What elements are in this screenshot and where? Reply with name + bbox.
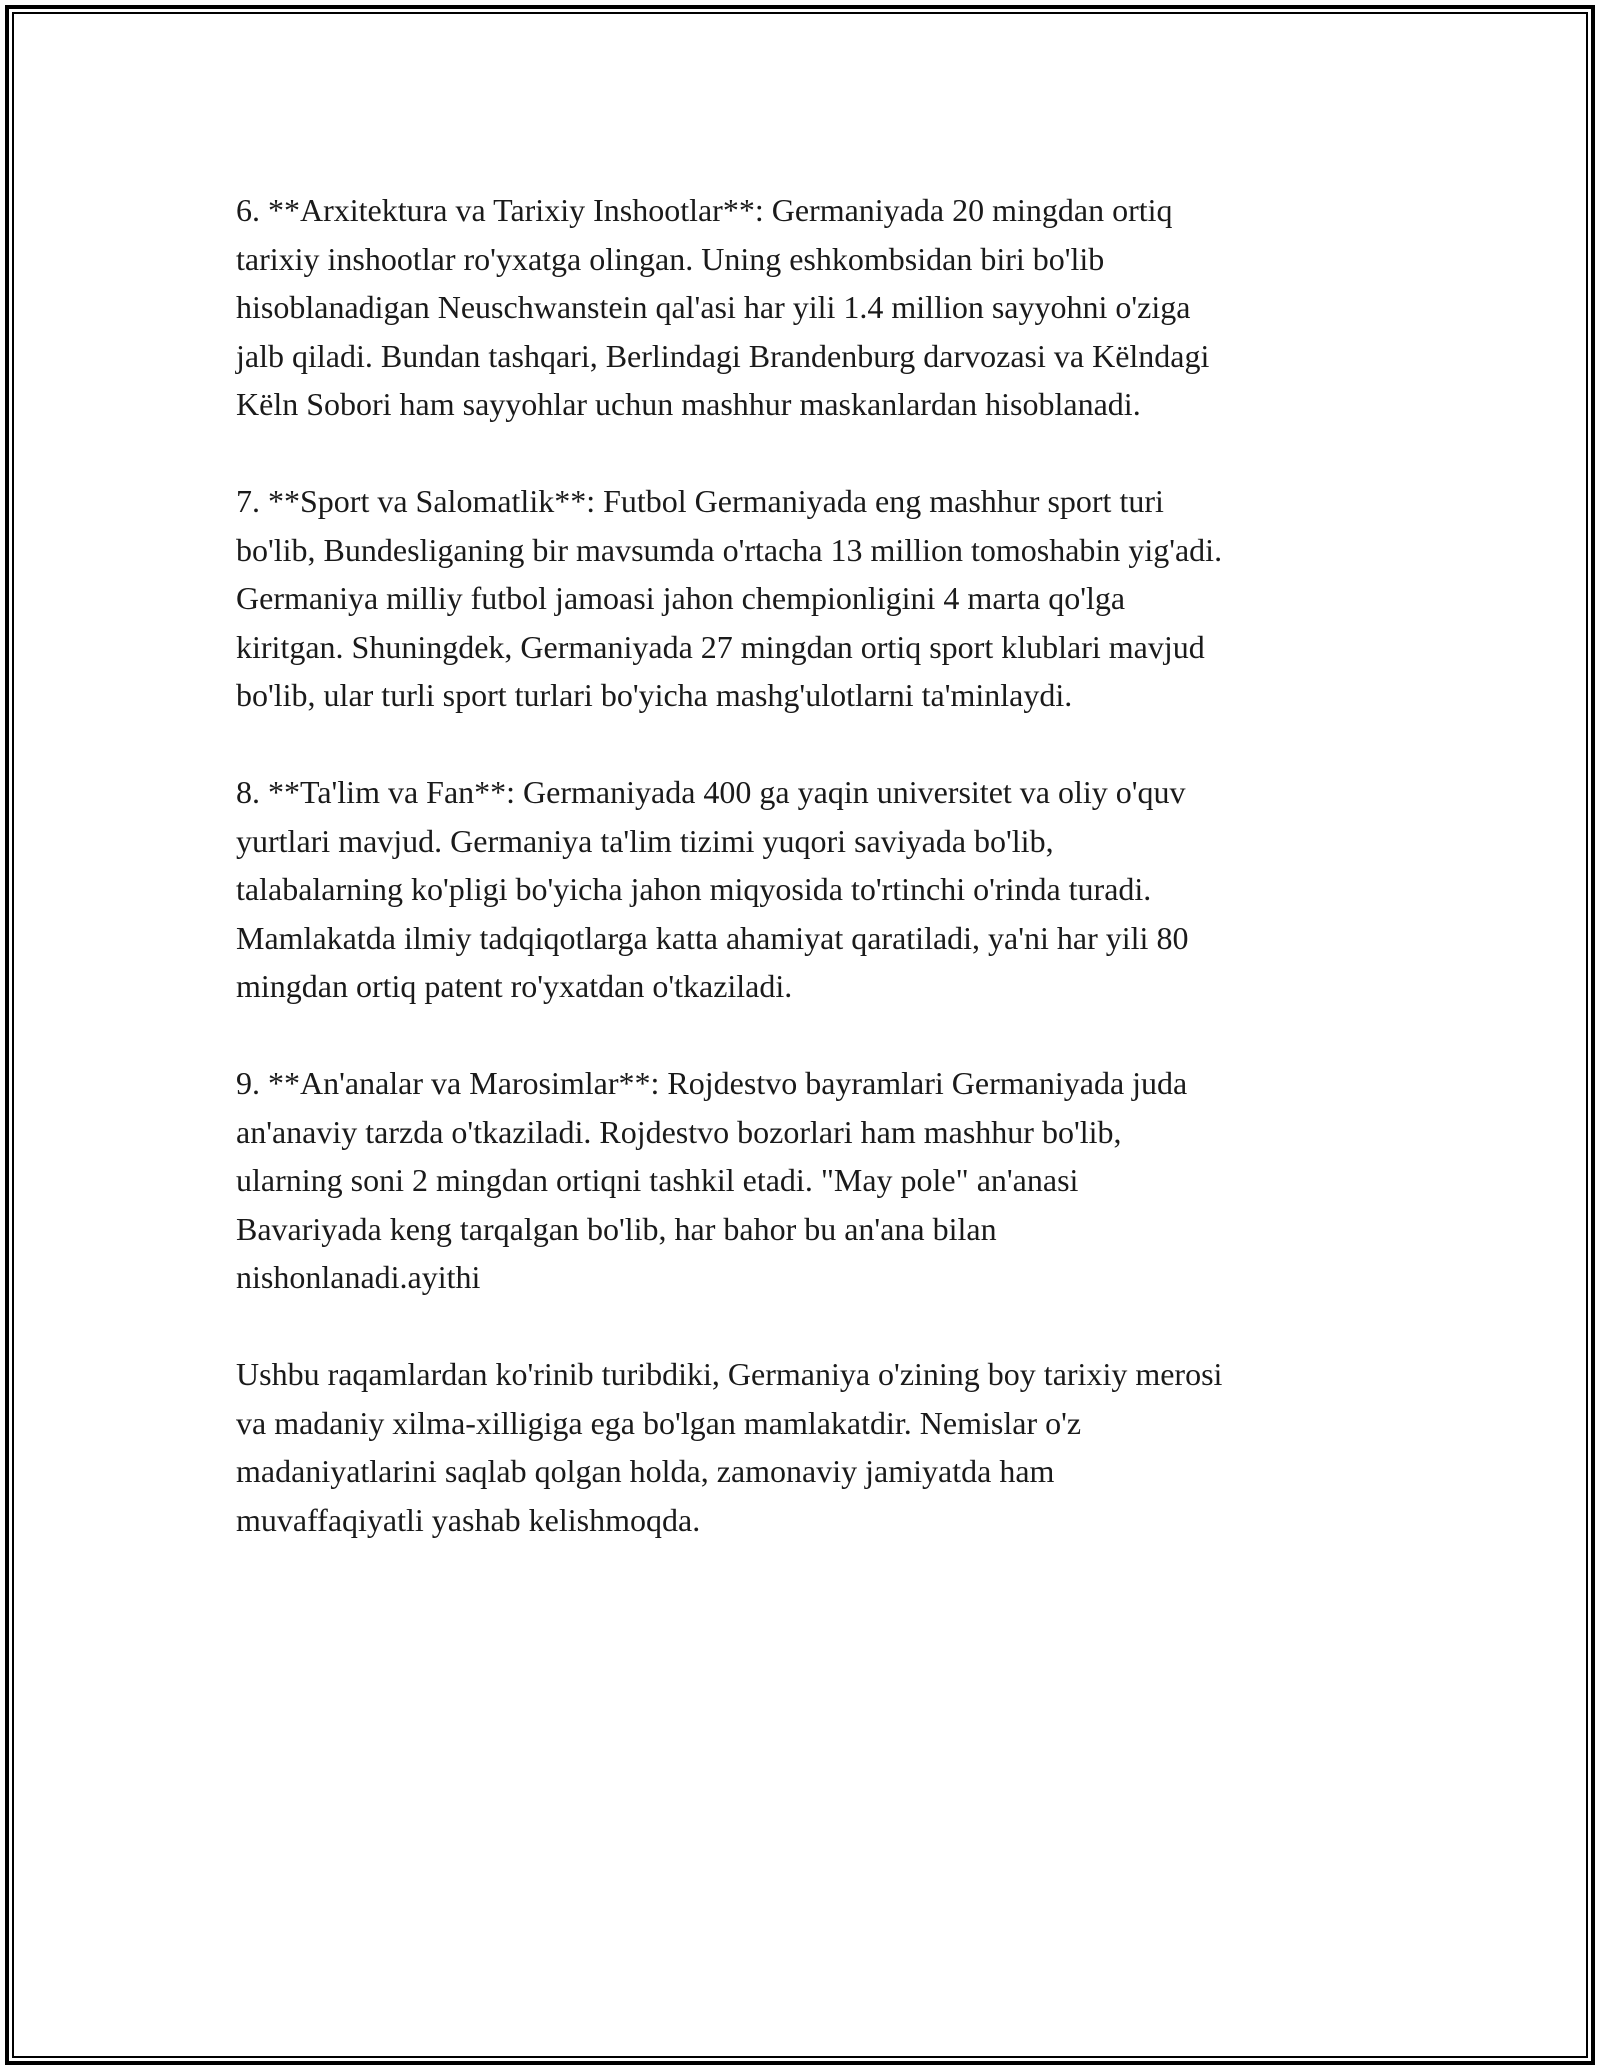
paragraph-architecture: 6. **Arxitektura va Tarixiy Inshootlar**: Germaniyada 20 mingdan ortiq tarixiy inshootlar ro'yxatga olingan. Uning eshkombsidan biri bo'lib hisoblanadigan Neuschwanstein qal'asi har yili 1.4 million sayyohni o'ziga jalb qiladi. Bundan tashqari, Berlindagi Brandenburg darvozasi va Këlndagi Këln Sobori ham sayyohlar uchun mashhur maskanlardan hisoblanadi. [236, 192, 1210, 422]
paragraph-conclusion: Ushbu raqamlardan ko'rinib turibdiki, Germaniya o'zining boy tarixiy merosi va madaniy xilma-xilligiga ega bo'lgan mamlakatdir. Nemislar o'z madaniyatlarini saqlab qolgan holda, zamonaviy jamiyatda ham muvaffaqiyatli yashab kelishmoqda. [236, 1356, 1223, 1538]
document-body [236, 186, 1376, 1593]
paragraph-traditions: 9. **An'analar va Marosimlar**: Rojdestvo bayramlari Germaniyada juda an'anaviy tarzda o'tkaziladi. Rojdestvo bozorlari ham mashhur bo'lib, ularning soni 2 mingdan ortiqni tashkil etadi. "May pole" an'anasi Bavariyada keng tarqalgan bo'lib, har bahor bu an'ana bilan nishonlanadi.ayithi [236, 1065, 1188, 1295]
paragraph-sport: 7. **Sport va Salomatlik**: Futbol Germaniyada eng mashhur sport turi bo'lib, Bundesliganing bir mavsumda o'rtacha 13 million tomoshabin yig'adi. Germaniya milliy futbol jamoasi jahon chempionligini 4 marta qo'lga kiritgan. Shuningdek, Germaniyada 27 mingdan ortiq sport klublari mavjud bo'lib, ular turli sport turlari bo'yicha mashg'ulotlarni ta'minlaydi. [236, 483, 1223, 713]
paragraph-education: 8. **Ta'lim va Fan**: Germaniyada 400 ga yaqin universitet va oliy o'quv yurtlari mavjud. Germaniya ta'lim tizimi yuqori saviyada bo'lib, talabalarning ko'pligi bo'yicha jahon miqyosida to'rtinchi o'rinda turadi. Mamlakatda ilmiy tadqiqotlarga katta ahamiyat qaratiladi, ya'ni har yili 80 mingdan ortiq patent ro'yxatdan o'tkaziladi. [236, 774, 1189, 1004]
